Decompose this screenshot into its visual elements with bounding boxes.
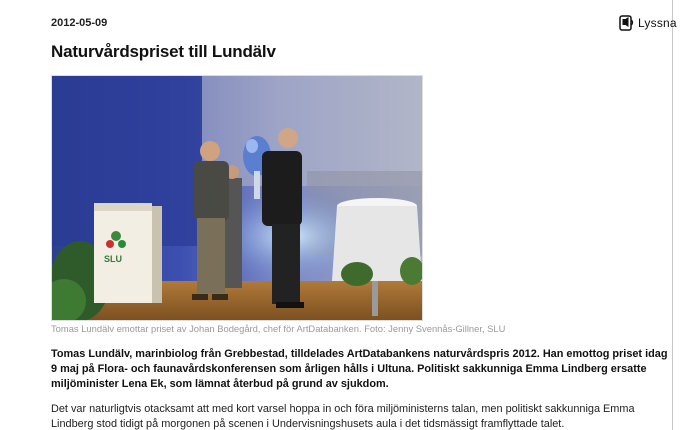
listen-label: Lyssna: [638, 16, 677, 30]
article-title: Naturvårdspriset till Lundälv: [51, 42, 276, 61]
listen-button[interactable]: [619, 15, 677, 31]
page-right-border: [672, 0, 673, 430]
podium-logo-text: SLU: [104, 254, 122, 264]
speaker-icon: [619, 15, 635, 31]
photo-caption: Tomas Lundälv emottar priset av Johan Bodegård, chef för ArtDatabanken. Foto: Jenny Svennås-Gillner, SLU: [51, 323, 506, 334]
article-lead: Tomas Lundälv, marinbiolog från Grebbestad, tilldelades ArtDatabankens naturvårdspris 2012. Han emottog priset idag 9 maj på Flora- och faunavårdskonferensen som årligen hålls i Ultuna. Politiskt sakkunniga Emma Lindberg ersatte miljöminister Lena Ek, som lämnat återbud på grund av sjukdom.: [51, 348, 668, 390]
publish-date: 2012-05-09: [51, 17, 108, 29]
article-photo: [51, 75, 423, 321]
article-body: Det var naturligtvis otacksamt att med kort varsel hoppa in och föra miljöministerns talan, men politiskt sakkunniga Emma Lindberg stod tidigt på morgonen på scenen i Undervisningshusets aula i det tidsmässigt framflyttade talet.: [51, 403, 635, 430]
